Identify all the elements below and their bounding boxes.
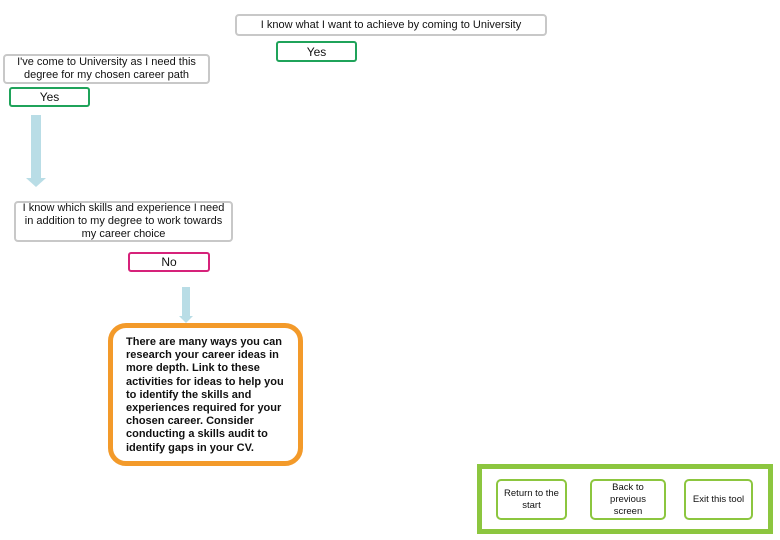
skills-question-text: I know which skills and experience I need in addition to my degree to work towards my career choice (22, 202, 225, 240)
return-to-start-button[interactable] (496, 479, 567, 520)
goal-yes-label: Yes (306, 44, 327, 59)
degree-yes-label: Yes (39, 90, 60, 104)
goal-question-text: I know what I want to achieve by coming to University (260, 18, 522, 31)
degree-question-box (3, 54, 210, 84)
skills-no-label: No (161, 255, 177, 269)
back-button[interactable] (590, 479, 666, 520)
exit-button[interactable] (684, 479, 753, 520)
return-to-start-label: Return to the start (504, 487, 559, 511)
advice-text: There are many ways you can research your career ideas in more depth. Link to these activities for ideas to help you to identify the skills and experiences required for your chosen career. Consider conducting a skills audit to identify gaps in your CV. (126, 336, 284, 454)
down-arrow-icon (178, 287, 194, 323)
advice-box[interactable] (108, 323, 303, 466)
goal-question-box (235, 14, 547, 36)
goal-yes-button[interactable] (276, 41, 357, 62)
down-arrow-icon (24, 115, 48, 187)
degree-question-text: I've come to University as I need this degree for my chosen career path (17, 56, 196, 81)
skills-no-button[interactable] (128, 252, 210, 272)
back-label: Back to previous screen (610, 481, 646, 517)
skills-question-box (14, 201, 233, 242)
exit-label: Exit this tool (692, 493, 745, 505)
degree-yes-button[interactable] (9, 87, 90, 107)
